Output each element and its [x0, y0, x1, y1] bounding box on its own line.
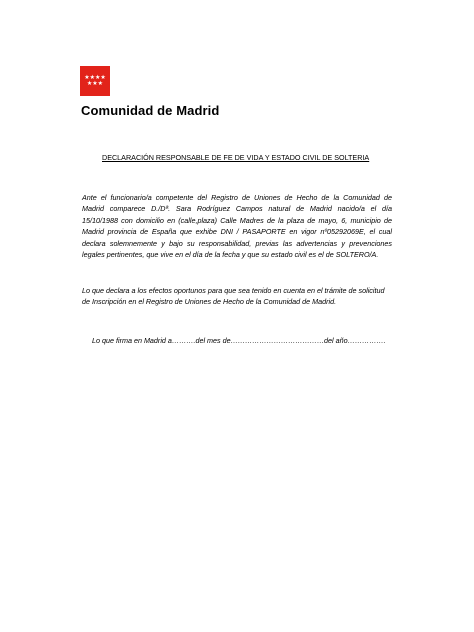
paragraph-line: Ante el funcionario/a competente del Registro de Uniones de Hecho de la Comunidad de	[82, 193, 392, 202]
logo-stars-bottom-row: ★★★	[86, 80, 104, 87]
signature-line: Lo que firma en Madrid a……….del mes de…………………………………del año…………….	[92, 336, 386, 345]
purpose-paragraph	[82, 285, 392, 308]
logo-stars-top-row: ★★★★	[84, 74, 106, 81]
paragraph-line: declara solemnemente y bajo su responsabilidad, previas las advertencias y prevenciones	[82, 238, 392, 248]
paragraph-line: Madrid comparece D./Dª. Sara Rodríguez Campos natural de Madrid nacido/a el día	[82, 204, 392, 214]
comunidad-de-madrid-flag-logo	[80, 66, 110, 96]
paragraph-line: legales pertinentes, que vive en el día de la fecha y que su estado civil es el de SOLTERO/A.	[82, 249, 379, 259]
document-title: DECLARACIÓN RESPONSABLE DE FE DE VIDA Y ESTADO CIVIL DE SOLTERIA	[102, 153, 370, 162]
paragraph-line: de Inscripción en el Registro de Uniones de Hecho de la Comunidad de Madrid.	[82, 297, 337, 307]
paragraph-line: Lo que declara a los efectos oportunos para que sea tenido en cuenta en el trámite de solicitud	[82, 286, 385, 295]
organization-name: Comunidad de Madrid	[81, 103, 220, 118]
paragraph-line: Madrid provincia de España que exhibe DNI / PASAPORTE en vigor nº05292069E, el cual	[82, 227, 392, 237]
paragraph-line: 15/10/1988 con domicilio en (calle,plaza) Calle Madres de la plaza de mayo, 6, municipio de	[82, 215, 392, 225]
declaration-paragraph	[82, 192, 392, 260]
